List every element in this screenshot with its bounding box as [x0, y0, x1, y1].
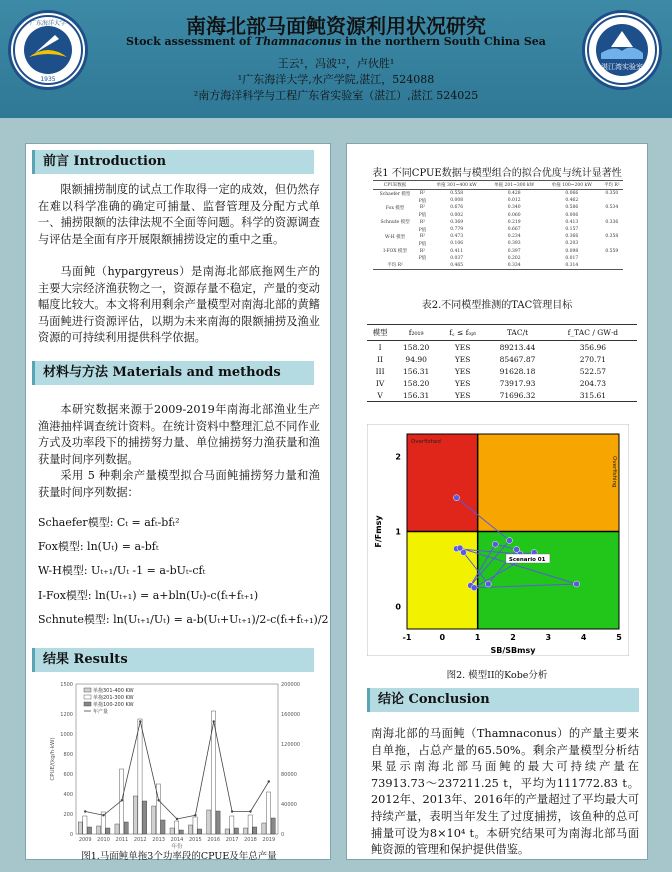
t1-cell: 0.234 — [507, 234, 521, 240]
table2-caption: 表2.不同模型推测的TAC管理目标 — [421, 300, 573, 311]
t1-cell: Schaefer 模型 — [379, 191, 411, 197]
x-tick-label: 2018 — [244, 837, 257, 843]
t2-header-4: f_TAC / GW·d — [549, 325, 637, 341]
fig1-caption: 图1.马面鲀单拖3个功率段的CPUE及年总产量 — [81, 851, 277, 862]
affiliation-1: ¹广东海洋大学,水产学院,湛江，524088 — [237, 73, 435, 86]
bar — [87, 827, 91, 834]
table-row — [373, 248, 623, 255]
t1-cell: 0.098 — [565, 248, 579, 254]
t1-cell: 0.002 — [450, 212, 464, 218]
t1-cell — [373, 212, 417, 219]
quadrant-overfished — [407, 434, 478, 532]
t1-cell: 0.369 — [450, 219, 464, 225]
t1-cell: P值 — [418, 198, 427, 204]
production-point — [249, 810, 251, 812]
x-tick-label: 2009 — [78, 837, 92, 843]
t2-cell: 94.90 — [405, 354, 427, 364]
t1-cell: P值 — [418, 241, 427, 247]
trajectory-point — [453, 495, 459, 501]
table-row — [373, 255, 623, 262]
y-tick-label: 1500 — [60, 682, 73, 688]
y2-tick-label: 40000 — [281, 802, 297, 808]
poster-title: 南海北部马面鲀资源利用状况研究 — [186, 14, 486, 38]
x-tick-label: 2016 — [207, 837, 221, 843]
trajectory-point — [506, 538, 512, 544]
table-row — [373, 212, 623, 219]
t2-cell: 85467.87 — [499, 354, 536, 364]
t1-cell: 0.060 — [507, 212, 521, 218]
bar — [253, 827, 257, 834]
t1-cell: R² — [419, 234, 426, 240]
conclusion-heading: 结论 Conclusion — [367, 688, 639, 712]
t2-cell: 89213.44 — [499, 342, 536, 352]
t2-header-3: TAC/t — [486, 325, 549, 341]
t2-cell: III — [375, 366, 385, 376]
t1-cell: I-FOX 模型 — [383, 249, 407, 255]
t1-cell: 0.411 — [450, 248, 464, 254]
y-tick-label: 600 — [63, 772, 73, 778]
table-row — [367, 365, 637, 377]
t1-cell: 0.203 — [565, 241, 579, 247]
cpue-bar-chart — [28, 674, 328, 854]
t1-header-1 — [417, 181, 428, 190]
production-point — [213, 720, 215, 722]
bar — [106, 828, 110, 834]
t1-cell: 0.366 — [565, 234, 579, 240]
t1-cell — [601, 262, 623, 270]
t1-cell: W-H 模型 — [384, 234, 406, 240]
x-tick-label: 0 — [439, 633, 446, 642]
production-point — [268, 780, 270, 782]
y-tick-label: 2 — [395, 452, 401, 462]
y-tick-label: 400 — [63, 792, 73, 798]
production-point — [157, 799, 159, 801]
bar — [142, 801, 146, 834]
t1-cell — [601, 212, 623, 219]
t1-cell: 0.667 — [507, 227, 521, 233]
y2-tick-label: 160000 — [281, 712, 301, 718]
bar — [243, 828, 247, 834]
t2-cell: YES — [454, 378, 471, 388]
t2-cell: 71696.32 — [486, 389, 549, 402]
production-point — [176, 818, 178, 820]
t1-header-2: 单拖 301~400 kW — [428, 181, 486, 190]
t1-cell: P值 — [418, 213, 427, 219]
t1-cell: 0.012 — [507, 198, 521, 204]
y-axis-label: CPUE/(kg/h·kW) — [50, 737, 56, 781]
trajectory-point — [492, 541, 498, 547]
t1-cell: 0.017 — [565, 255, 579, 261]
table-row — [373, 240, 623, 247]
t1-cell: 0.008 — [450, 198, 464, 204]
t1-header-4: 单拖 100~200 kW — [543, 181, 601, 190]
x-tick-label: 2013 — [152, 837, 166, 843]
svg-text:广东海洋大学: 广东海洋大学 — [29, 20, 67, 27]
t1-cell — [601, 197, 623, 204]
x-tick-label: 2017 — [225, 837, 239, 843]
t1-cell: 0.219 — [507, 219, 521, 225]
t2-cell: 356.96 — [579, 342, 607, 352]
y2-tick-label: 0 — [281, 832, 285, 838]
table-row — [367, 353, 637, 365]
table-row — [373, 233, 623, 240]
y-tick-label: 0 — [69, 832, 73, 838]
kobe-plot — [367, 424, 629, 656]
t1-cell: 0.202 — [507, 255, 521, 261]
t1-cell: 0.534 — [605, 205, 619, 211]
t2-cell: 158.20 — [403, 378, 430, 388]
formula-schaefer: Schaefer模型: Cₜ = afₜ-bfₜ² — [38, 516, 180, 529]
t2-cell: YES — [454, 366, 471, 376]
t1-cell — [373, 240, 417, 247]
trajectory-point — [457, 545, 463, 551]
t1-cell: 0.066 — [565, 191, 579, 197]
t1-cell — [601, 226, 623, 233]
table-row — [367, 377, 637, 389]
bar — [138, 719, 142, 834]
x-tick-label: -1 — [402, 633, 412, 642]
t1-cell: 0.037 — [450, 255, 464, 261]
bar — [234, 828, 238, 834]
t1-header-5: 平均 R² — [601, 181, 623, 190]
t1-cell: P值 — [418, 227, 427, 233]
table1-caption: 表1 不同CPUE数据与模型组合的拟合优度与统计显著性 — [372, 168, 622, 179]
legend-label: 单拖201-300 KW — [93, 695, 134, 701]
methods-paragraph-2: 采用 5 种剩余产量模型拟合马面鲀捕捞努力量和渔获量时间序列数据： — [38, 469, 320, 499]
t1-cell: 0.393 — [507, 241, 521, 247]
t2-cell: 156.31 — [403, 366, 430, 376]
bar — [248, 815, 252, 834]
right-panel — [346, 143, 648, 860]
t1-cell: 0.334 — [485, 262, 543, 270]
t1-cell: R² — [419, 205, 426, 211]
bar — [193, 817, 197, 834]
t2-header-2: f꜀ ≤ fₒₚₜ — [439, 325, 486, 341]
bar — [161, 820, 165, 834]
bar — [115, 824, 119, 834]
t1-cell: R² — [419, 191, 426, 197]
methods-heading: 材料与方法 Materials and methods — [32, 361, 314, 385]
t1-cell: 0.558 — [450, 191, 464, 197]
bar — [262, 823, 266, 834]
bar — [179, 830, 183, 834]
t1-cell: R² — [419, 248, 426, 254]
x-tick-label: 2014 — [170, 837, 184, 843]
trajectory-point — [471, 585, 477, 591]
formula-fox: Fox模型: ln(Uₜ) = a-bfₜ — [38, 540, 159, 553]
t2-cell: V — [367, 389, 393, 402]
t1-cell: 0.314 — [543, 262, 601, 270]
table-row — [373, 197, 623, 204]
t1-cell: 0.779 — [450, 227, 464, 233]
results-heading: 结果 Results — [32, 648, 314, 672]
scenario-label: Scenario 01 — [508, 557, 546, 563]
t2-cell: II — [377, 354, 384, 364]
bar — [188, 825, 192, 834]
bar — [216, 811, 220, 834]
author-names: 王云¹，冯波¹²，卢伙胜¹ — [277, 57, 395, 70]
bar — [271, 818, 275, 834]
table-row — [367, 341, 637, 354]
bar — [78, 822, 82, 834]
t2-header-0: 模型 — [367, 325, 393, 341]
production-point — [194, 814, 196, 816]
t1-cell — [601, 255, 623, 262]
quadrant-yellow — [407, 532, 478, 630]
production-point — [84, 810, 86, 812]
production-point — [139, 720, 141, 722]
quadrant-overfishing — [478, 434, 619, 532]
t1-cell: 0.462 — [565, 198, 579, 204]
t1-cell: 0.676 — [450, 205, 464, 211]
y-tick-label: 800 — [63, 752, 73, 758]
t1-cell: 0.340 — [507, 205, 521, 211]
t1-cell: 0.350 — [605, 191, 619, 197]
table-row — [367, 389, 637, 402]
legend-swatch — [84, 688, 91, 692]
table-row — [373, 226, 623, 233]
formula-wh: W-H模型: Uₜ₊₁/Uₜ -1 = a-bUₜ-cfₜ — [38, 564, 206, 577]
trajectory-point — [574, 581, 580, 587]
table-row — [373, 262, 623, 270]
bar — [124, 822, 128, 834]
bar — [175, 821, 179, 834]
x-tick-label: 3 — [545, 633, 552, 642]
production-point — [121, 799, 123, 801]
legend-label: 年产量 — [93, 709, 109, 715]
t1-cell: Fox 模型 — [385, 205, 405, 211]
legend-label: 单拖301-400 KW — [93, 688, 134, 694]
x-tick-label: 2019 — [262, 837, 276, 843]
y-tick-label: 200 — [63, 812, 73, 818]
bar — [230, 816, 234, 834]
t2-cell: 158.20 — [403, 342, 430, 352]
t2-cell: 204.73 — [579, 378, 607, 388]
legend-label: 单拖100-200 KW — [93, 702, 134, 708]
production-point — [102, 814, 104, 816]
t1-cell — [373, 226, 417, 233]
intro-paragraph-2: 马面鲀（hypargyreus）是南海北部底拖网生产的主要大宗经济渔获物之一，资源存量不稳定，产量的变动幅度比较大。本文将利用剩余产量模型对南海北部的黄鳍马面鲀进行资源评估，以期为未来南海的限额捕捞及渔业资源的可持续利用提供科学依据。 — [38, 265, 320, 345]
overfished-label: Overfished — [411, 439, 441, 445]
t2-cell: 73917.93 — [499, 378, 536, 388]
t1-cell: 平均 R² — [373, 262, 417, 270]
t1-cell: 0.006 — [565, 212, 579, 218]
t2-cell: 91628.18 — [499, 366, 536, 376]
table-row — [373, 204, 623, 211]
y2-tick-label: 120000 — [281, 742, 301, 748]
t1-cell: 0.559 — [605, 248, 619, 254]
authors-block — [0, 56, 672, 104]
legend-swatch — [84, 695, 91, 699]
left-panel — [25, 143, 331, 860]
conclusion-paragraph: 南海北部的马面鲀（Thamnaconus）的产量主要来自单拖，占总产量的65.50%。剩余产量模型分析结果显示南海北部马面鲀的最大可持续产量在73913.73～237211.25 t，平均为111772.83 t。2012年、2013年、2016年的产量超过了平均最大可持续产量，表明当年发生了过度捕捞，该鱼种的总可捕量可设为8×10⁴ t。本研究结果可为南海北部马面鲀资源的管理和保护提供借鉴。 — [371, 727, 639, 857]
bar — [83, 816, 87, 834]
bar — [225, 829, 229, 834]
t2-cell: YES — [454, 342, 471, 352]
y2-tick-label: 200000 — [281, 682, 301, 688]
bar — [97, 826, 101, 834]
bar — [207, 810, 211, 834]
x-tick-label: 4 — [580, 633, 587, 642]
t2-cell: 315.61 — [549, 389, 637, 402]
t1-cell — [417, 262, 428, 270]
t2-cell: I — [378, 342, 382, 352]
t1-cell: 0.358 — [605, 234, 619, 240]
bar — [133, 796, 137, 834]
y2-tick-label: 80000 — [281, 772, 297, 778]
t1-cell: R² — [419, 219, 426, 225]
poster-subtitle: Stock assessment of Thamnaconus in the northern South China Sea — [126, 35, 546, 48]
overfishing-label: Overfishing — [611, 456, 617, 488]
bar — [266, 792, 270, 834]
t1-cell: 0.157 — [565, 227, 579, 233]
fit-statistics-table — [373, 180, 623, 270]
production-point — [231, 810, 233, 812]
x-axis-label: SB/SBmsy — [490, 646, 536, 655]
bar — [152, 806, 156, 834]
x-tick-label: 2015 — [188, 837, 202, 843]
x-tick-label: 2011 — [115, 837, 129, 843]
t1-cell: 0.413 — [565, 219, 579, 225]
t1-cell — [373, 197, 417, 204]
affiliation-2: ²南方海洋科学与工程广东省实验室（湛江）,湛江 524025 — [193, 89, 479, 102]
bar — [198, 829, 202, 834]
bar — [170, 828, 174, 834]
y-axis-label: F/Fmsy — [374, 515, 383, 548]
svg-text:湛江湾实验室: 湛江湾实验室 — [601, 63, 643, 71]
t2-cell: 270.71 — [579, 354, 607, 364]
t1-cell: 0.336 — [605, 219, 619, 225]
y-tick-label: 0 — [395, 602, 401, 612]
y-tick-label: 1 — [395, 527, 401, 537]
intro-paragraph-1: 限额捕捞制度的试点工作取得一定的成效，但仍然存在难以科学准确的确定可捕量、监督管理及分配方式单一、捕捞限额的法律法规不全面等问题。科学的资源调查与评估是全面有序开展限额捕捞设定的重中之重。 — [38, 183, 320, 246]
formula-schnute: Schnute模型: ln(Uₜ₊₁/Uₜ) = a-b(Uₜ+Uₜ₊₁)/2-c(fₜ+fₜ₊₁)/2 — [38, 613, 329, 626]
formula-ifox: I-Fox模型: ln(Uₜ₊₁) = a+bln(Uₜ)-c(fₜ+fₜ₊₁) — [38, 589, 259, 602]
kobe-caption: 图2. 模型II的Kobe分析 — [446, 670, 548, 681]
t1-cell — [373, 255, 417, 262]
x-axis-label: 年份 — [171, 844, 183, 850]
t1-cell: 0.465 — [428, 262, 486, 270]
x-tick-label: 1 — [474, 633, 481, 642]
intro-heading: 前言 Introduction — [32, 150, 314, 174]
t1-cell: 0.397 — [507, 248, 521, 254]
t2-cell: YES — [439, 389, 486, 402]
t1-header-3: 单拖 201~300 kW — [485, 181, 543, 190]
legend-swatch — [84, 702, 91, 706]
x-tick-label: 2010 — [97, 837, 110, 843]
svg-text:1935: 1935 — [40, 76, 56, 83]
t2-cell: YES — [454, 354, 471, 364]
y-tick-label: 1000 — [60, 732, 73, 738]
t1-cell: 0.473 — [450, 234, 464, 240]
t1-header-0: CPUE数据 — [373, 181, 417, 190]
t2-cell: 156.31 — [393, 389, 439, 402]
x-tick-label: 5 — [616, 633, 622, 642]
trajectory-point — [485, 581, 491, 587]
t2-cell: IV — [375, 378, 385, 388]
t1-cell: 0.586 — [565, 205, 579, 211]
quadrant-healthy — [478, 532, 619, 630]
t1-cell — [601, 240, 623, 247]
x-tick-label: 2012 — [133, 837, 147, 843]
y-tick-label: 1200 — [60, 712, 73, 718]
poster-header — [0, 0, 672, 118]
x-tick-label: 2 — [510, 633, 516, 642]
methods-paragraph-1: 本研究数据来源于2009-2019年南海北部渔业生产渔港抽样调查统计资料。在统计资料中整理汇总不同作业方式及功率段下的捕捞努力量、单位捕捞努力渔获量和渔获量时间序列数据。 — [38, 403, 320, 466]
t1-cell: 0.428 — [507, 191, 521, 197]
t1-cell: Schnute 模型 — [380, 220, 410, 226]
t1-cell: P值 — [418, 256, 427, 262]
table-row — [373, 219, 623, 226]
t1-cell: 0.106 — [450, 241, 464, 247]
tac-table — [367, 324, 637, 402]
t2-cell: 522.57 — [579, 366, 607, 376]
table-row — [373, 190, 623, 198]
t2-header-1: f₂₀₁₉ — [393, 325, 439, 341]
